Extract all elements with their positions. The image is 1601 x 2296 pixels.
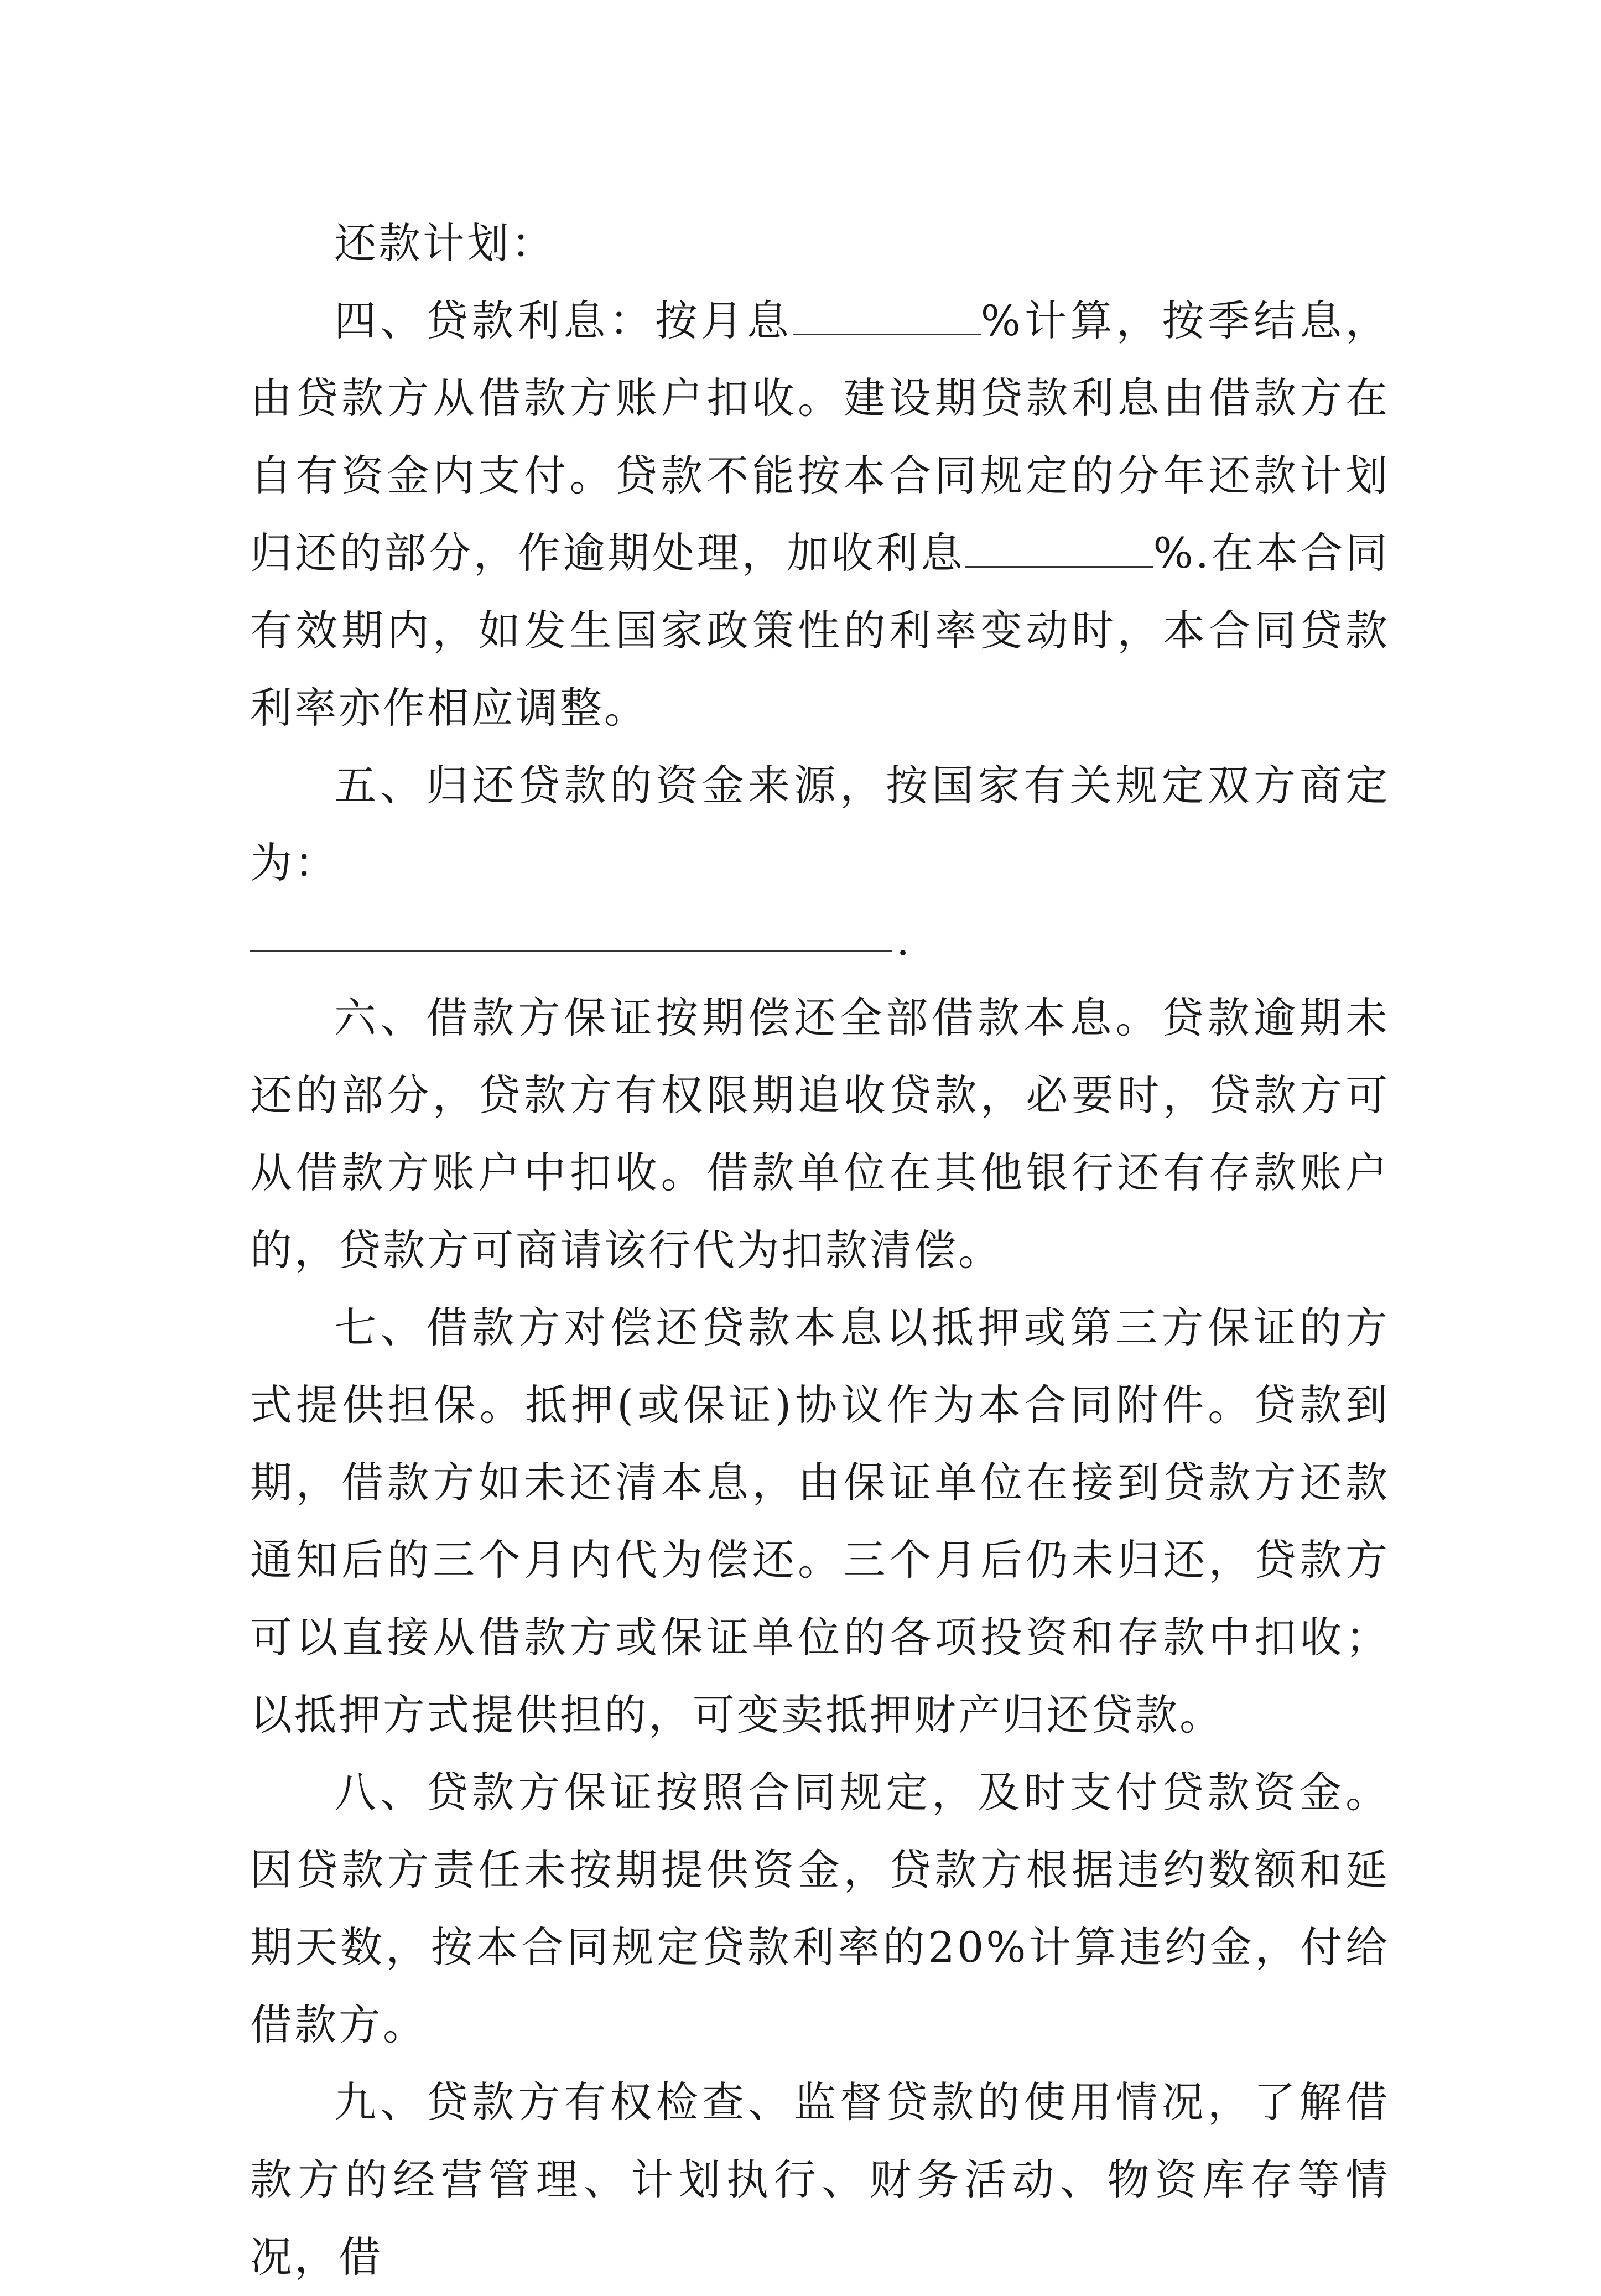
clause-4-text-c: %.在本合同有效期内，如发生国家政策性的利率变动时，本合同贷款利率亦作相应调整。 <box>250 528 1390 733</box>
clause-4-interest <box>250 282 1390 747</box>
clause-4-text-b: %计算，按季结息，由贷款方从借款方账户扣收。建设期贷款利息由借款方在自有资金内支付。贷款不能按本合同规定的分年还款计划归还的部分，作逾期处理，加收利息 <box>250 296 1390 578</box>
funding-source-period: . <box>896 916 910 965</box>
clause-5-funding-source: 五、归还贷款的资金来源，按国家有关规定双方商定为： <box>250 761 1390 887</box>
clause-4-text-a: 四、贷款利息：按月息 <box>334 296 793 345</box>
funding-source-blank <box>250 918 892 952</box>
clause-6-repayment-guarantee: 六、借款方保证按期偿还全部借款本息。贷款逾期未还的部分，贷款方有权限期追收贷款，必要时，贷款方可从借款方账户中扣收。借款单位在其他银行还有存款账户的，贷款方可商请该行代为扣款清偿。 <box>250 993 1390 1275</box>
document-body <box>250 205 1390 2296</box>
monthly-interest-rate-blank <box>793 299 981 335</box>
clause-7-collateral: 七、借款方对偿还贷款本息以抵押或第三方保证的方式提供担保。抵押(或保证)协议作为本合同附件。贷款到期，借款方如未还清本息，由保证单位在接到贷款方还款通知后的三个月内代为偿还。三个月后仍未归还，贷款方可以直接从借款方或保证单位的各项投资和存款中扣收；以抵押方式提供担的，可变卖抵押财产归还贷款。 <box>250 1303 1390 1739</box>
clause-8-lender-obligation: 八、贷款方保证按照合同规定，及时支付贷款资金。因贷款方责任未按期提供资金，贷款方根据违约数额和延期天数，按本合同规定贷款利率的20%计算违约金，付给借款方。 <box>250 1768 1390 2049</box>
clause-9-lender-rights: 九、贷款方有权检查、监督贷款的使用情况，了解借款方的经营管理、计划执行、财务活动、物资库存等情况，借 <box>250 2077 1390 2282</box>
overdue-interest-rate-blank <box>965 532 1153 568</box>
heading-repayment-plan: 还款计划： <box>334 219 555 268</box>
funding-source-line <box>250 902 1390 979</box>
